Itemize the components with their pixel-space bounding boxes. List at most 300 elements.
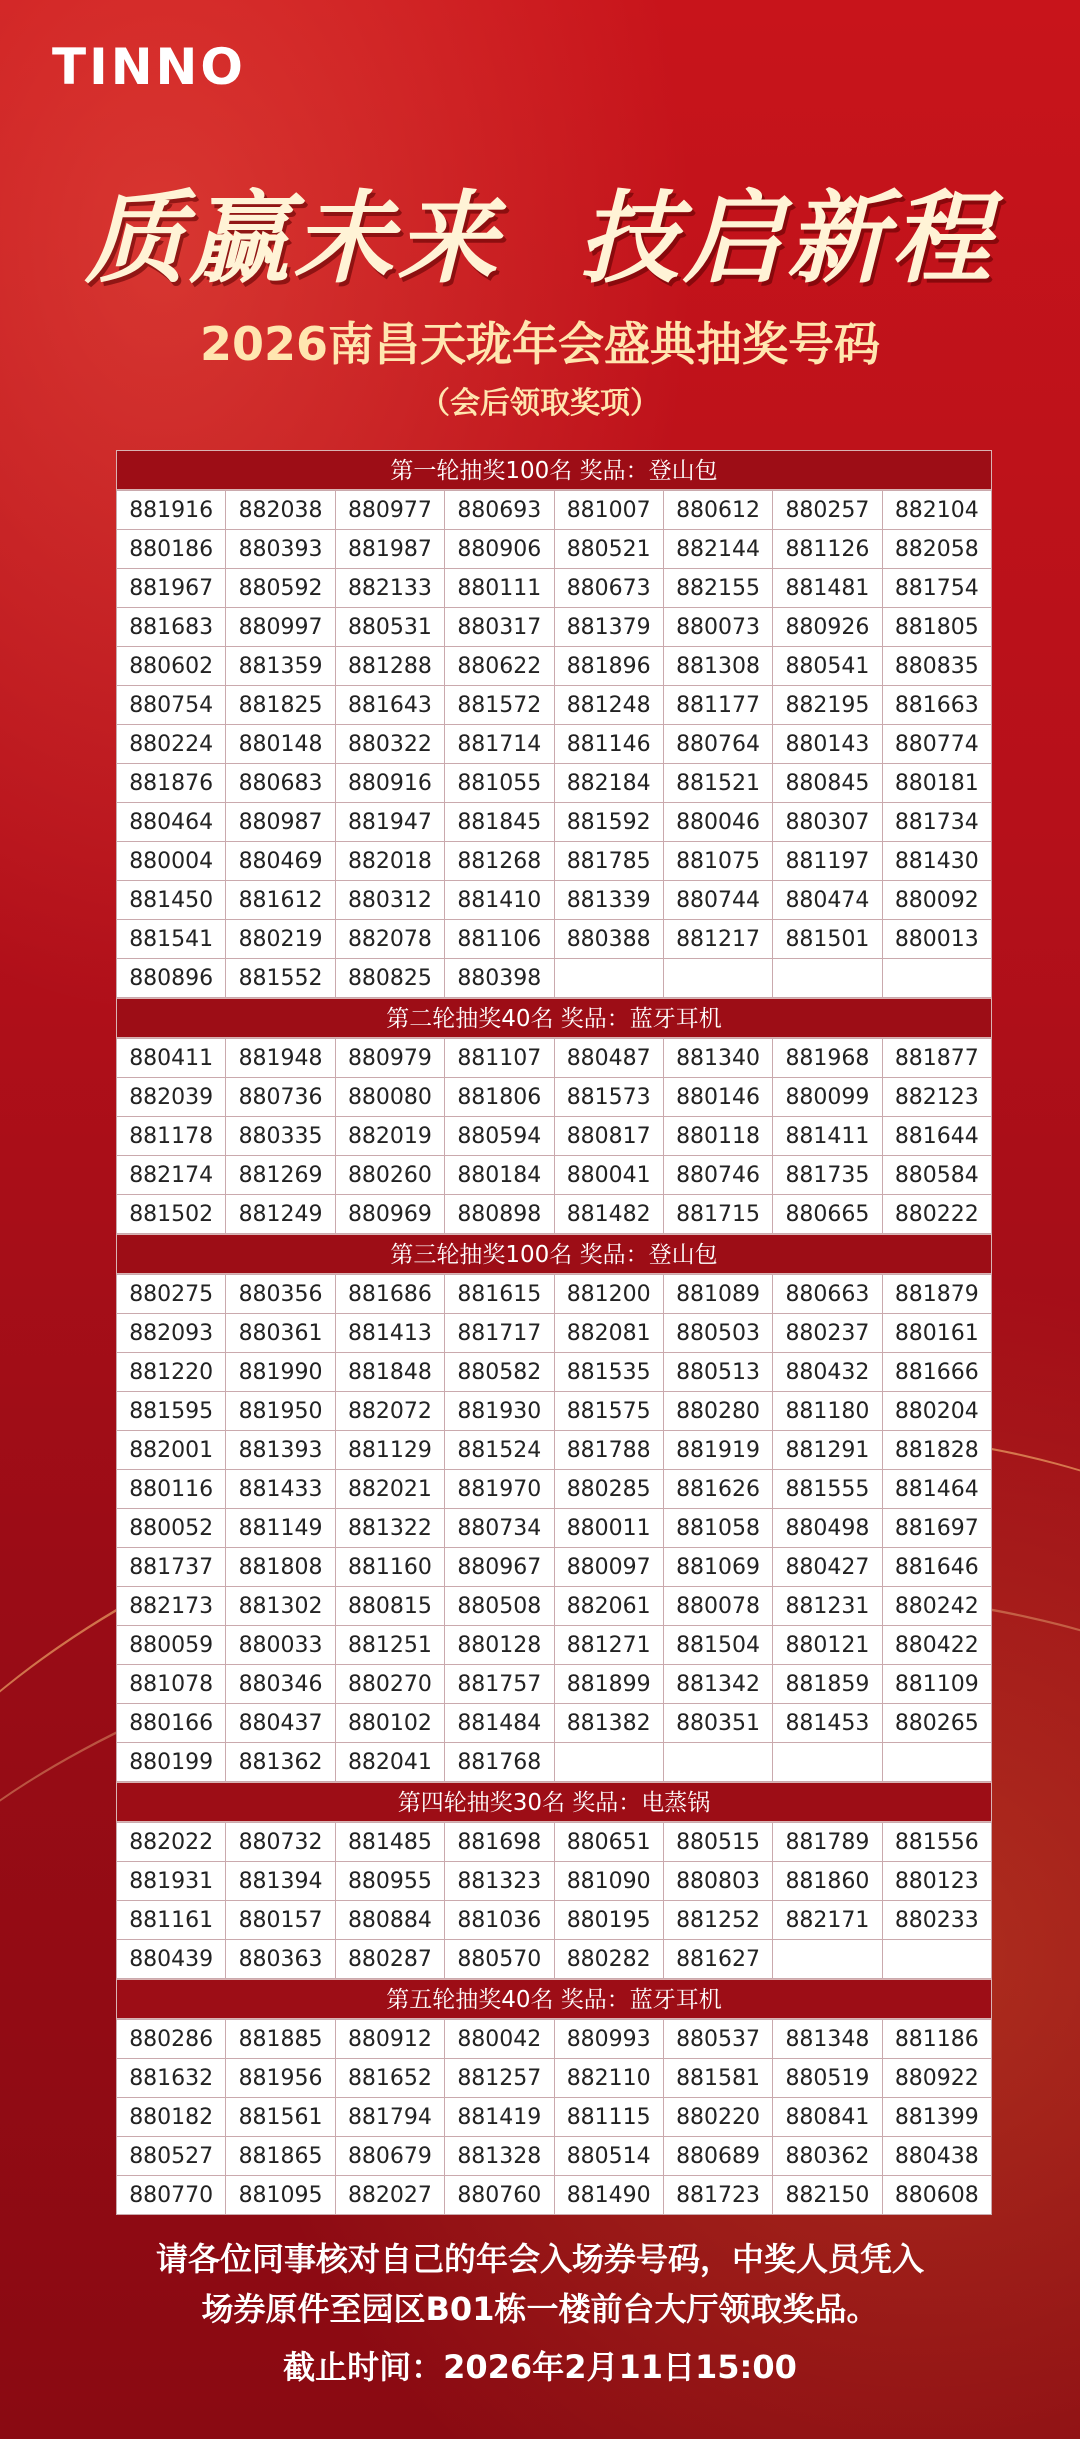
ticket-number-cell: 881078 (117, 1665, 226, 1704)
ticket-number-cell: 881161 (117, 1901, 226, 1940)
ticket-number-cell: 880013 (882, 920, 991, 959)
ticket-number-cell: 881573 (554, 1078, 663, 1117)
ticket-number-cell: 880754 (117, 686, 226, 725)
table-row (117, 1743, 992, 1782)
ticket-number-cell: 880099 (773, 1078, 882, 1117)
ticket-number-cell: 881723 (663, 2176, 772, 2215)
ticket-number-cell: 881322 (335, 1509, 444, 1548)
ticket-number-cell: 881643 (335, 686, 444, 725)
ticket-number-cell (773, 959, 882, 998)
ticket-number-cell: 881626 (663, 1470, 772, 1509)
ticket-number-cell: 880148 (226, 725, 335, 764)
ticket-number-cell: 880770 (117, 2176, 226, 2215)
ticket-number-cell: 880760 (445, 2176, 554, 2215)
table-row (117, 1862, 992, 1901)
ticket-number-cell: 881257 (445, 2059, 554, 2098)
ticket-number-cell: 881930 (445, 1392, 554, 1431)
round-section (116, 1979, 992, 2215)
ticket-number-cell: 880204 (882, 1392, 991, 1431)
ticket-number-cell: 882184 (554, 764, 663, 803)
ticket-number-cell: 881269 (226, 1156, 335, 1195)
slogan-title: 质赢未来 技启新程 (85, 179, 995, 297)
table-row (117, 1509, 992, 1548)
ticket-number-cell: 880967 (445, 1548, 554, 1587)
ticket-number-cell: 880432 (773, 1353, 882, 1392)
ticket-number-cell: 880121 (773, 1626, 882, 1665)
ticket-number-cell: 880474 (773, 881, 882, 920)
ticket-number-cell: 880102 (335, 1704, 444, 1743)
table-row (117, 530, 992, 569)
ticket-number-cell: 880926 (773, 608, 882, 647)
ticket-number-cell: 881806 (445, 1078, 554, 1117)
ticket-number-cell (554, 1743, 663, 1782)
ticket-number-cell: 881848 (335, 1353, 444, 1392)
ticket-number-cell: 881007 (554, 491, 663, 530)
round-header: 第三轮抽奖100名 奖品：登山包 (116, 1234, 992, 1274)
ticket-number-cell: 880257 (773, 491, 882, 530)
ticket-number-cell: 880993 (554, 2020, 663, 2059)
ticket-number-cell: 880398 (445, 959, 554, 998)
ticket-number-cell: 881592 (554, 803, 663, 842)
ticket-number-cell: 880356 (226, 1275, 335, 1314)
ticket-number-cell: 880073 (663, 608, 772, 647)
ticket-number-cell: 881652 (335, 2059, 444, 2098)
ticket-number-cell: 881828 (882, 1431, 991, 1470)
claim-note: （会后领取奖项） (420, 386, 660, 421)
ticket-number-cell: 881735 (773, 1156, 882, 1195)
ticket-number-cell: 881612 (226, 881, 335, 920)
ticket-number-cell: 881481 (773, 569, 882, 608)
ticket-number-cell: 880361 (226, 1314, 335, 1353)
table-row (117, 1470, 992, 1509)
ticket-number-cell: 880582 (445, 1353, 554, 1392)
ticket-number-cell: 881715 (663, 1195, 772, 1234)
ticket-number-cell: 880346 (226, 1665, 335, 1704)
ticket-number-cell: 880351 (663, 1704, 772, 1743)
ticket-number-cell: 880157 (226, 1901, 335, 1940)
ticket-number-cell: 880422 (882, 1626, 991, 1665)
ticket-number-cell: 881877 (882, 1039, 991, 1078)
ticket-number-cell: 881502 (117, 1195, 226, 1234)
ticket-number-cell: 881362 (226, 1743, 335, 1782)
ticket-number-cell: 880912 (335, 2020, 444, 2059)
ticket-number-cell: 880146 (663, 1078, 772, 1117)
ticket-number-cell: 880143 (773, 725, 882, 764)
ticket-number-cell: 881572 (445, 686, 554, 725)
ticket-number-cell: 880841 (773, 2098, 882, 2137)
ticket-number-cell: 880222 (882, 1195, 991, 1234)
table-row (117, 803, 992, 842)
ticket-number-cell: 880519 (773, 2059, 882, 2098)
ticket-number-cell: 881160 (335, 1548, 444, 1587)
ticket-number-cell: 880689 (663, 2137, 772, 2176)
table-row (117, 1314, 992, 1353)
ticket-number-cell: 881768 (445, 1743, 554, 1782)
ticket-number-cell: 881058 (663, 1509, 772, 1548)
ticket-number-cell: 881399 (882, 2098, 991, 2137)
ticket-number-cell: 880987 (226, 803, 335, 842)
round-header: 第二轮抽奖40名 奖品：蓝牙耳机 (116, 998, 992, 1038)
ticket-number-cell: 881805 (882, 608, 991, 647)
deadline-text: 截止时间：2026年2月11日15:00 (283, 2348, 797, 2386)
ticket-number-cell: 881453 (773, 1704, 882, 1743)
ticket-number-cell: 881089 (663, 1275, 772, 1314)
table-row (117, 1431, 992, 1470)
ticket-number-cell: 881552 (226, 959, 335, 998)
table-row (117, 1078, 992, 1117)
ticket-number-cell: 880498 (773, 1509, 882, 1548)
table-row (117, 2137, 992, 2176)
ticket-number-cell: 880764 (663, 725, 772, 764)
ticket-number-cell: 880042 (445, 2020, 554, 2059)
footer-instruction-line1: 请各位同事核对自己的年会入场券号码，中奖人员凭入 (155, 2240, 924, 2278)
ticket-number-cell: 880393 (226, 530, 335, 569)
ticket-number-cell: 882019 (335, 1117, 444, 1156)
ticket-number-cell: 881686 (335, 1275, 444, 1314)
ticket-number-cell: 881271 (554, 1626, 663, 1665)
ticket-number-cell: 881126 (773, 530, 882, 569)
ticket-number-cell: 881825 (226, 686, 335, 725)
ticket-number-cell: 880275 (117, 1275, 226, 1314)
table-row (117, 647, 992, 686)
footer-instruction-line2: 场券原件至园区B01栋一楼前台大厅领取奖品。 (201, 2290, 879, 2328)
ticket-number-cell: 880078 (663, 1587, 772, 1626)
ticket-number-cell: 881896 (554, 647, 663, 686)
ticket-number-cell: 880307 (773, 803, 882, 842)
ticket-number-cell: 880515 (663, 1823, 772, 1862)
ticket-number-cell: 881069 (663, 1548, 772, 1587)
ticket-number-cell: 882093 (117, 1314, 226, 1353)
ticket-number-cell: 881268 (445, 842, 554, 881)
ticket-number-cell: 881948 (226, 1039, 335, 1078)
ticket-number-cell: 881916 (117, 491, 226, 530)
ticket-number-cell (882, 1940, 991, 1979)
ticket-number-cell: 881231 (773, 1587, 882, 1626)
ticket-number-cell: 881501 (773, 920, 882, 959)
ticket-number-cell: 881683 (117, 608, 226, 647)
ticket-number-cell: 882058 (882, 530, 991, 569)
ticket-number-cell: 881036 (445, 1901, 554, 1940)
ticket-number-cell: 880335 (226, 1117, 335, 1156)
ticket-number-cell: 880317 (445, 608, 554, 647)
ticket-number-cell: 881644 (882, 1117, 991, 1156)
ticket-number-cell: 880602 (117, 647, 226, 686)
round-header: 第一轮抽奖100名 奖品：登山包 (116, 450, 992, 490)
ticket-number-cell: 881379 (554, 608, 663, 647)
ticket-number-cell: 880282 (554, 1940, 663, 1979)
ticket-number-cell: 880592 (226, 569, 335, 608)
table-row (117, 1823, 992, 1862)
ticket-number-cell: 881177 (663, 686, 772, 725)
ticket-number-cell: 882041 (335, 1743, 444, 1782)
ticket-number-cell: 880955 (335, 1862, 444, 1901)
ticket-number-cell: 881987 (335, 530, 444, 569)
ticket-number-cell (663, 1743, 772, 1782)
round-header: 第四轮抽奖30名 奖品：电蒸锅 (116, 1782, 992, 1822)
ticket-number-cell: 880195 (554, 1901, 663, 1940)
ticket-number-cell: 881323 (445, 1862, 554, 1901)
ticket-number-cell: 881666 (882, 1353, 991, 1392)
ticket-number-cell: 880997 (226, 608, 335, 647)
ticket-number-cell: 880362 (773, 2137, 882, 2176)
ticket-number-cell: 881186 (882, 2020, 991, 2059)
ticket-number-cell: 880896 (117, 959, 226, 998)
ticket-number-cell: 880503 (663, 1314, 772, 1353)
ticket-number-cell: 881737 (117, 1548, 226, 1587)
ticket-number-cell: 880322 (335, 725, 444, 764)
ticket-number-cell: 881714 (445, 725, 554, 764)
ticket-number-cell: 881115 (554, 2098, 663, 2137)
ticket-number-cell (882, 1743, 991, 1782)
ticket-number-cell: 880683 (226, 764, 335, 803)
ticket-number-cell: 881217 (663, 920, 772, 959)
ticket-number-cell: 881146 (554, 725, 663, 764)
ticket-number-cell: 880166 (117, 1704, 226, 1743)
ticket-number-cell: 880817 (554, 1117, 663, 1156)
ticket-number-cell: 880594 (445, 1117, 554, 1156)
ticket-number-cell: 880514 (554, 2137, 663, 2176)
ticket-number-cell: 881697 (882, 1509, 991, 1548)
ticket-number-cell: 881485 (335, 1823, 444, 1862)
ticket-number-cell: 882078 (335, 920, 444, 959)
ticket-number-cell: 881757 (445, 1665, 554, 1704)
ticket-number-cell: 880237 (773, 1314, 882, 1353)
ticket-number-cell: 882072 (335, 1392, 444, 1431)
ticket-number-cell: 882021 (335, 1470, 444, 1509)
ticket-number-cell: 882133 (335, 569, 444, 608)
ticket-number-cell: 881090 (554, 1862, 663, 1901)
ticket-number-cell: 880673 (554, 569, 663, 608)
ticket-number-cell: 880825 (335, 959, 444, 998)
ticket-number-cell: 881754 (882, 569, 991, 608)
ticket-number-cell: 881430 (882, 842, 991, 881)
ticket-number-cell: 881615 (445, 1275, 554, 1314)
ticket-number-cell: 880052 (117, 1509, 226, 1548)
table-row (117, 2176, 992, 2215)
ticket-number-cell: 881248 (554, 686, 663, 725)
ticket-number-cell: 880312 (335, 881, 444, 920)
ticket-number-cell: 881149 (226, 1509, 335, 1548)
ticket-number-cell: 881968 (773, 1039, 882, 1078)
ticket-number-cell (773, 1940, 882, 1979)
ticket-number-cell: 880513 (663, 1353, 772, 1392)
ticket-number-cell: 881865 (226, 2137, 335, 2176)
ticket-number-cell: 880437 (226, 1704, 335, 1743)
ticket-number-cell: 881490 (554, 2176, 663, 2215)
ticket-number-cell: 881482 (554, 1195, 663, 1234)
ticket-number-cell: 881646 (882, 1548, 991, 1587)
ticket-number-cell: 880270 (335, 1665, 444, 1704)
ticket-number-cell: 881095 (226, 2176, 335, 2215)
ticket-number-cell: 880186 (117, 530, 226, 569)
ticket-number-cell: 881556 (882, 1823, 991, 1862)
ticket-number-cell (882, 959, 991, 998)
table-row (117, 608, 992, 647)
ticket-number-cell: 880835 (882, 647, 991, 686)
ticket-number-cell: 881302 (226, 1587, 335, 1626)
round-section (116, 998, 992, 1234)
ticket-number-cell: 881885 (226, 2020, 335, 2059)
ticket-number-cell (554, 959, 663, 998)
ticket-number-cell: 880979 (335, 1039, 444, 1078)
ticket-number-cell: 880922 (882, 2059, 991, 2098)
ticket-number-cell: 881734 (882, 803, 991, 842)
ticket-number-cell: 880111 (445, 569, 554, 608)
ticket-number-cell: 880736 (226, 1078, 335, 1117)
ticket-number-cell: 881433 (226, 1470, 335, 1509)
ticket-number-cell: 881339 (554, 881, 663, 920)
ticket-number-cell: 880663 (773, 1275, 882, 1314)
ticket-number-cell: 881328 (445, 2137, 554, 2176)
ticket-number-cell: 882081 (554, 1314, 663, 1353)
ticket-number-cell: 880906 (445, 530, 554, 569)
ticket-number-cell: 880199 (117, 1743, 226, 1782)
ticket-number-cell: 881178 (117, 1117, 226, 1156)
ticket-number-cell: 880815 (335, 1587, 444, 1626)
ticket-number-cell: 880746 (663, 1156, 772, 1195)
ticket-number-cell: 881464 (882, 1470, 991, 1509)
ticket-number-cell: 881535 (554, 1353, 663, 1392)
ticket-number-cell: 880537 (663, 2020, 772, 2059)
ticket-number-cell: 881899 (554, 1665, 663, 1704)
table-row (117, 2059, 992, 2098)
ticket-number-cell: 882110 (554, 2059, 663, 2098)
ticket-number-cell: 880046 (663, 803, 772, 842)
round-section (116, 1782, 992, 1979)
round-header: 第五轮抽奖40名 奖品：蓝牙耳机 (116, 1979, 992, 2019)
ticket-number-cell: 880286 (117, 2020, 226, 2059)
ticket-number-cell: 881075 (663, 842, 772, 881)
ticket-number-cell: 882173 (117, 1587, 226, 1626)
table-row (117, 1275, 992, 1314)
ticket-number-cell: 881249 (226, 1195, 335, 1234)
ticket-number-cell: 881524 (445, 1431, 554, 1470)
ticket-number-cell: 881575 (554, 1392, 663, 1431)
ticket-number-cell: 881521 (663, 764, 772, 803)
table-row (117, 959, 992, 998)
ticket-number-cell: 881970 (445, 1470, 554, 1509)
ticket-number-cell: 881342 (663, 1665, 772, 1704)
table-row (117, 1704, 992, 1743)
ticket-number-cell (663, 959, 772, 998)
table-row (117, 2020, 992, 2059)
ticket-number-cell: 880508 (445, 1587, 554, 1626)
ticket-number-cell: 880181 (882, 764, 991, 803)
ticket-number-cell: 880439 (117, 1940, 226, 1979)
ticket-number-cell: 881450 (117, 881, 226, 920)
ticket-number-cell: 881632 (117, 2059, 226, 2098)
lottery-number-list (116, 450, 992, 2215)
ticket-number-cell: 881393 (226, 1431, 335, 1470)
ticket-number-cell: 880427 (773, 1548, 882, 1587)
table-row (117, 1587, 992, 1626)
ticket-number-cell: 882022 (117, 1823, 226, 1862)
ticket-number-cell: 880092 (882, 881, 991, 920)
table-row (117, 764, 992, 803)
ticket-number-cell: 881595 (117, 1392, 226, 1431)
ticket-number-cell: 880118 (663, 1117, 772, 1156)
ticket-number-cell: 880693 (445, 491, 554, 530)
table-row (117, 1626, 992, 1665)
ticket-number-cell: 881251 (335, 1626, 444, 1665)
ticket-number-cell: 880541 (773, 647, 882, 686)
ticket-number-cell: 881484 (445, 1704, 554, 1743)
ticket-number-cell: 880803 (663, 1862, 772, 1901)
ticket-number-cell: 881931 (117, 1862, 226, 1901)
ticket-number-cell: 881788 (554, 1431, 663, 1470)
ticket-number-cell: 881717 (445, 1314, 554, 1353)
ticket-number-cell: 880260 (335, 1156, 444, 1195)
ticket-number-cell: 882039 (117, 1078, 226, 1117)
ticket-number-cell: 882195 (773, 686, 882, 725)
table-row (117, 491, 992, 530)
table-row (117, 1940, 992, 1979)
ticket-number-cell (773, 1743, 882, 1782)
ticket-number-cell: 882123 (882, 1078, 991, 1117)
ticket-number-cell: 880184 (445, 1156, 554, 1195)
number-table (116, 2019, 992, 2215)
ticket-number-cell: 880004 (117, 842, 226, 881)
table-row (117, 1665, 992, 1704)
ticket-number-cell: 881055 (445, 764, 554, 803)
ticket-number-cell: 880411 (117, 1039, 226, 1078)
ticket-number-cell: 880521 (554, 530, 663, 569)
table-row (117, 1039, 992, 1078)
ticket-number-cell: 881794 (335, 2098, 444, 2137)
ticket-number-cell: 880287 (335, 1940, 444, 1979)
ticket-number-cell: 881859 (773, 1665, 882, 1704)
ticket-number-cell: 880977 (335, 491, 444, 530)
ticket-number-cell: 881180 (773, 1392, 882, 1431)
ticket-number-cell: 880744 (663, 881, 772, 920)
ticket-number-cell: 881947 (335, 803, 444, 842)
ticket-number-cell: 880438 (882, 2137, 991, 2176)
ticket-number-cell: 880182 (117, 2098, 226, 2137)
table-row (117, 881, 992, 920)
ticket-number-cell: 881860 (773, 1862, 882, 1901)
ticket-number-cell: 881129 (335, 1431, 444, 1470)
event-subtitle: 2026南昌天珑年会盛典抽奖号码 (199, 317, 881, 371)
ticket-number-cell: 880734 (445, 1509, 554, 1548)
ticket-number-cell: 880116 (117, 1470, 226, 1509)
ticket-number-cell: 881581 (663, 2059, 772, 2098)
ticket-number-cell: 880845 (773, 764, 882, 803)
round-section (116, 450, 992, 998)
ticket-number-cell: 880220 (663, 2098, 772, 2137)
ticket-number-cell: 881541 (117, 920, 226, 959)
ticket-number-cell: 882174 (117, 1156, 226, 1195)
number-table (116, 490, 992, 998)
ticket-number-cell: 880280 (663, 1392, 772, 1431)
ticket-number-cell: 881967 (117, 569, 226, 608)
ticket-number-cell: 881956 (226, 2059, 335, 2098)
table-row (117, 725, 992, 764)
ticket-number-cell: 882150 (773, 2176, 882, 2215)
ticket-number-cell: 880080 (335, 1078, 444, 1117)
ticket-number-cell: 880898 (445, 1195, 554, 1234)
ticket-number-cell: 881359 (226, 647, 335, 686)
ticket-number-cell: 882027 (335, 2176, 444, 2215)
ticket-number-cell: 881504 (663, 1626, 772, 1665)
table-row (117, 1156, 992, 1195)
ticket-number-cell: 880219 (226, 920, 335, 959)
ticket-number-cell: 881627 (663, 1940, 772, 1979)
ticket-number-cell: 880233 (882, 1901, 991, 1940)
table-row (117, 842, 992, 881)
ticket-number-cell: 882001 (117, 1431, 226, 1470)
ticket-number-cell: 881200 (554, 1275, 663, 1314)
ticket-number-cell: 881340 (663, 1039, 772, 1078)
